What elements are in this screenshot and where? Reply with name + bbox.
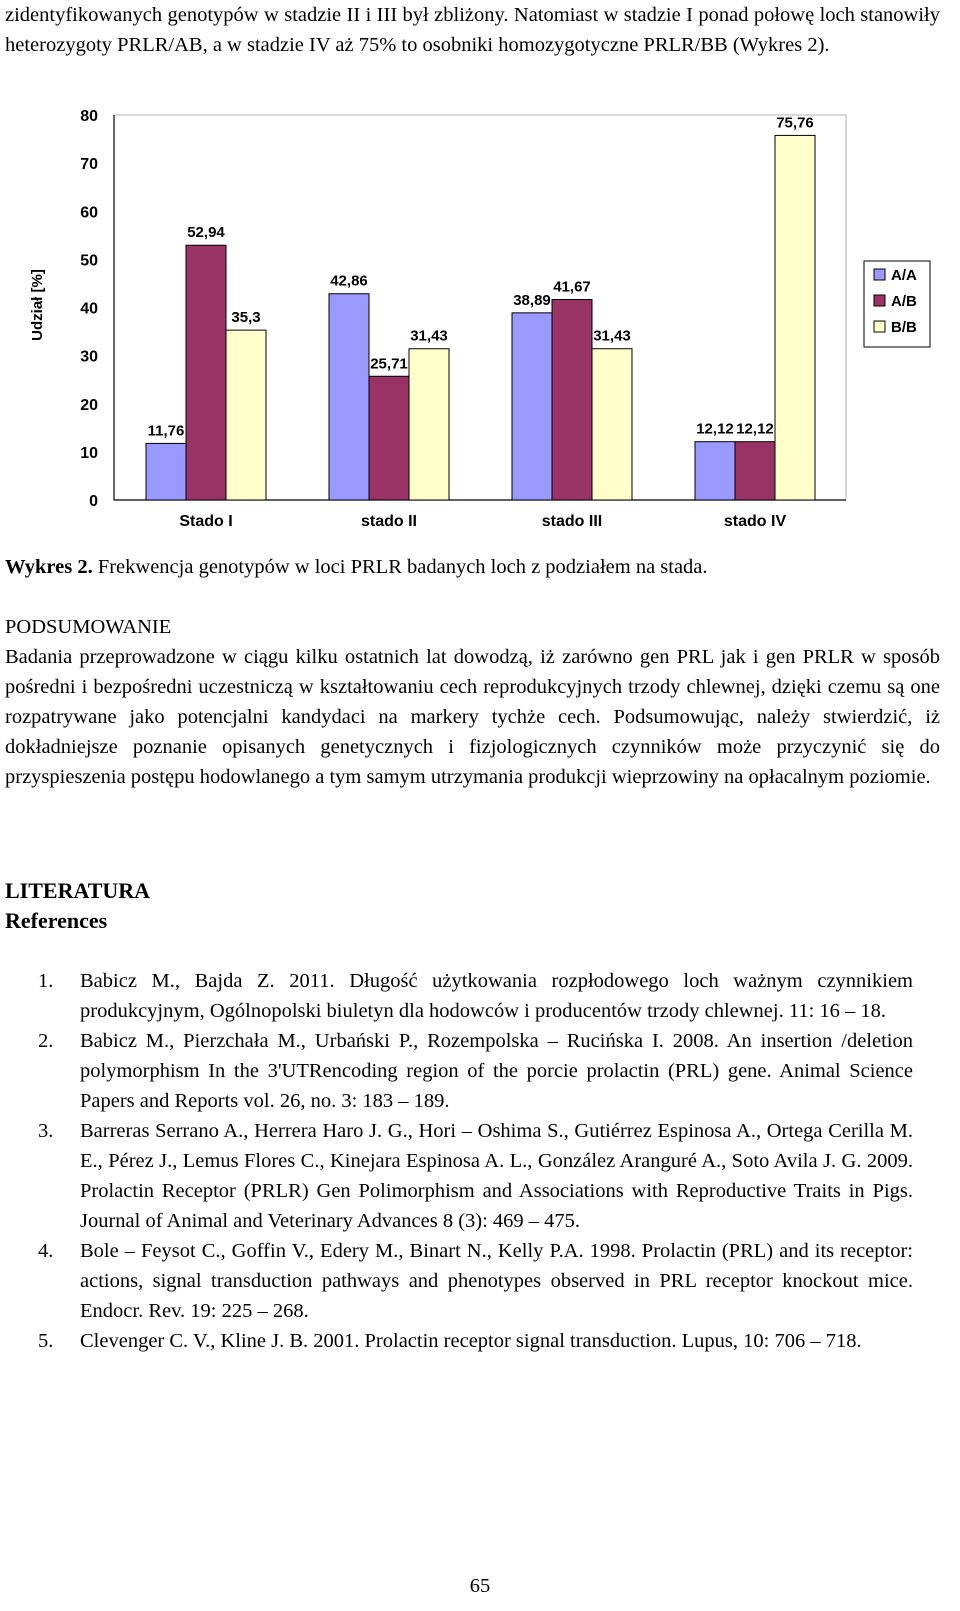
x-tick-label: stado III xyxy=(541,513,603,530)
y-tick-label: 80 xyxy=(80,108,98,125)
page-number: 65 xyxy=(469,1575,491,1597)
y-tick-label: 0 xyxy=(89,493,98,510)
reference-number: 2. xyxy=(38,1030,54,1052)
bar xyxy=(226,330,266,500)
intro-paragraph: zidentyfikowanych genotypów w stadzie II i III był zbliżony. Natomiast w stadzie I ponad połowę loch stanowiły heterozygoty PRLR/AB, a w stadzie IV aż 75% to osobniki homozygotyczne PRLR/BB (Wykres 2). xyxy=(5,4,940,56)
bar-value-label: 35,3 xyxy=(231,309,261,327)
bar-value-label: 52,94 xyxy=(187,224,225,242)
legend-swatch xyxy=(874,295,885,306)
bar-value-label: 41,67 xyxy=(553,278,591,296)
bar xyxy=(695,442,735,500)
bar xyxy=(186,245,226,500)
reference-number: 1. xyxy=(38,970,54,992)
reference-text: Clevenger C. V., Kline J. B. 2001. Prolactin receptor signal transduction. Lupus, 10: 706 – 718. xyxy=(80,1330,862,1352)
bar xyxy=(775,135,815,500)
bar-value-label: 38,89 xyxy=(513,291,551,309)
x-tick-label: stado IV xyxy=(723,513,787,530)
reference-number: 3. xyxy=(38,1120,54,1142)
bar xyxy=(735,442,775,500)
bar xyxy=(369,376,409,500)
bar xyxy=(329,294,369,500)
reference-list xyxy=(0,966,960,1356)
bar-value-label: 12,12 xyxy=(696,420,734,438)
bar-value-label: 42,86 xyxy=(330,272,368,290)
summary-heading: PODSUMOWANIE xyxy=(5,616,172,638)
reference-item xyxy=(0,1236,913,1326)
caption-label: Wykres 2. xyxy=(5,556,93,578)
chart-svg xyxy=(0,95,960,545)
summary-paragraph: Badania przeprowadzone w ciągu kilku ostatnich lat dowodzą, iż zarówno gen PRL jak i gen PRLR w sposób pośredni i bezpośredni uczestniczą w kształtowaniu cech reprodukcyjnych trzody chlewnej, dzięki czemu są one rozpatrywane jako potencjalni kandydaci na markery tychże cech. Podsumowując, należy stwierdzić, iż dokładniejsze poznanie opisanych genetycznych i fizjologicznych czynników może przyczynić się do przyspieszenia postępu hodowlanego a tym samym utrzymania produkcji wieprzowiny na opłacalnym poziomie. xyxy=(5,646,940,788)
bar-value-label: 31,43 xyxy=(410,327,448,345)
reference-item xyxy=(0,1026,913,1116)
reference-number: 4. xyxy=(38,1240,54,1262)
y-axis-label: Udział [%] xyxy=(29,269,46,341)
legend-swatch xyxy=(874,269,885,280)
reference-text: Babicz M., Pierzchała M., Urbański P., Rozempolska – Rucińska I. 2008. An insertion /deletion polymorphism In the 3'UTRencoding region of the porcie prolactin (PRL) gene. Animal Science Papers and Reports vol. 26, no. 3: 183 – 189. xyxy=(80,1030,913,1112)
y-tick-label: 40 xyxy=(80,300,98,318)
reference-item xyxy=(0,1116,913,1236)
bar-value-label: 75,76 xyxy=(776,114,814,132)
reference-text: Babicz M., Bajda Z. 2011. Długość użytkowania rozpłodowego loch ważnym czynnikiem produkcyjnym, Ogólnopolski biuletyn dla hodowców i producentów trzody chlewnej. 11: 16 – 18. xyxy=(80,970,913,1022)
legend-label: A/A xyxy=(891,267,917,284)
bar-value-label: 12,12 xyxy=(736,420,774,438)
bar xyxy=(146,443,186,500)
x-tick-label: Stado I xyxy=(179,513,233,530)
genotype-frequency-chart xyxy=(0,95,960,545)
legend-label: A/B xyxy=(891,293,917,310)
x-tick-label: stado II xyxy=(360,513,418,530)
bar-value-label: 11,76 xyxy=(147,422,185,440)
y-tick-label: 50 xyxy=(80,252,98,270)
y-tick-label: 60 xyxy=(80,204,98,222)
bar-value-label: 31,43 xyxy=(593,327,631,345)
reference-text: Barreras Serrano A., Herrera Haro J. G., Hori – Oshima S., Gutiérrez Espinosa A., Ortega Cerilla M. E., Pérez J., Lemus Flores C., Kinejara Espinosa A. L., González Aranguré A., Soto Avila J. G. 2009. Prolactin Receptor (PRLR) Gen Polimorphism and Associations with Reproductive Traits in Pigs. Journal of Animal and Veterinary Advances 8 (3): 469 – 475. xyxy=(80,1120,913,1232)
bar-value-label: 25,71 xyxy=(370,355,408,373)
literature-heading: LITERATURA xyxy=(5,878,151,903)
bar xyxy=(592,349,632,500)
caption-text: Frekwencja genotypów w loci PRLR badanych loch z podziałem na stada. xyxy=(92,556,708,578)
reference-text: Bole – Feysot C., Goffin V., Edery M., Binart N., Kelly P.A. 1998. Prolactin (PRL) and its receptor: actions, signal transduction pathways and phenotypes observed in PRL receptor knockout mice. Endocr. Rev. 19: 225 – 268. xyxy=(80,1240,913,1322)
legend-label: B/B xyxy=(891,319,917,336)
references-heading: References xyxy=(5,908,108,933)
figure-caption xyxy=(5,552,940,582)
reference-item xyxy=(0,966,913,1026)
reference-number: 5. xyxy=(38,1330,54,1352)
y-tick-label: 10 xyxy=(80,444,98,462)
reference-item xyxy=(0,1326,913,1356)
y-tick-label: 70 xyxy=(80,156,98,174)
bar xyxy=(512,313,552,500)
bar xyxy=(409,349,449,500)
legend-swatch xyxy=(874,321,885,332)
y-tick-label: 20 xyxy=(80,396,98,414)
y-tick-label: 30 xyxy=(80,348,98,366)
bar xyxy=(552,299,592,500)
